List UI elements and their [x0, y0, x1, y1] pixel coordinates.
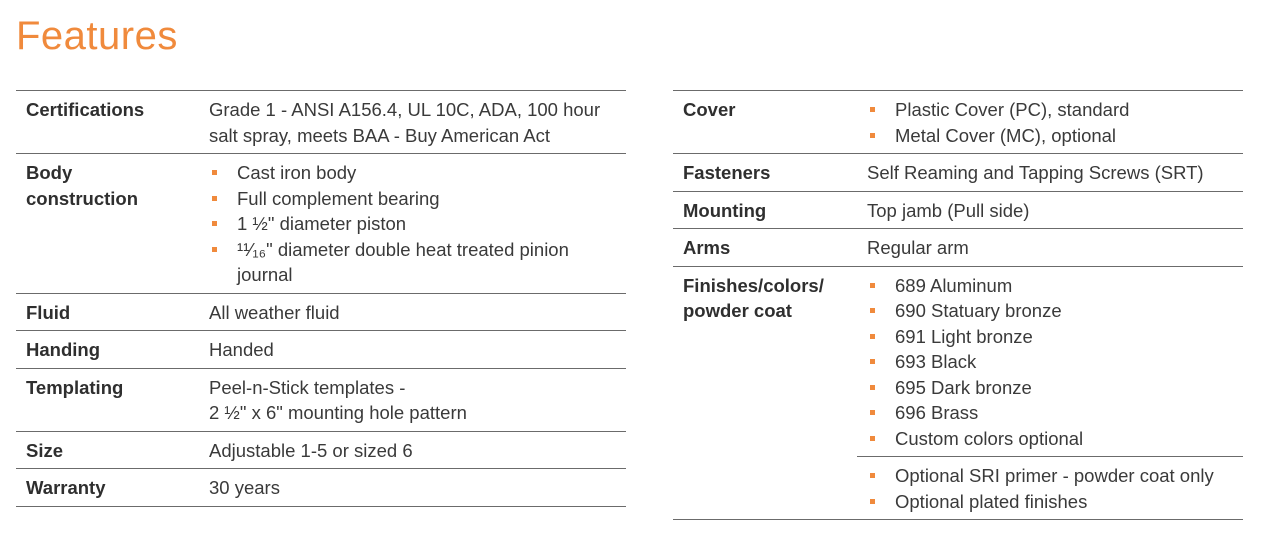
- list-item: Cast iron body: [209, 160, 626, 186]
- table-row: [673, 266, 1243, 457]
- list-item: 696 Brass: [867, 400, 1243, 426]
- row-label-size: Size: [16, 431, 199, 469]
- bullet-list: [209, 160, 626, 288]
- row-value-cover: [857, 91, 1243, 154]
- list-item: 691 Light bronze: [867, 324, 1243, 350]
- row-label-templating: Templating: [16, 368, 199, 431]
- value-line: salt spray, meets BAA - Buy American Act: [209, 124, 551, 146]
- table-row: [16, 368, 626, 431]
- row-value-body-construction: [199, 154, 626, 294]
- row-value-templating: [199, 368, 626, 431]
- list-item: Plastic Cover (PC), standard: [867, 97, 1243, 123]
- label-line: construction: [26, 187, 139, 209]
- row-value-certifications: [199, 91, 626, 154]
- table-row: [673, 91, 1243, 154]
- table-row: [673, 154, 1243, 192]
- list-item: Optional plated finishes: [867, 489, 1243, 515]
- row-label-cover: Cover: [673, 91, 857, 154]
- list-item: 693 Black: [867, 349, 1243, 375]
- table-row: [16, 154, 626, 294]
- bullet-list: [867, 463, 1243, 514]
- value-line: Peel-n-Stick templates -: [209, 376, 406, 398]
- features-table-right: [673, 90, 1243, 520]
- list-item: ¹¹⁄₁₆" diameter double heat treated pinion journal: [209, 237, 626, 288]
- list-item: Custom colors optional: [867, 426, 1243, 452]
- table-row: [16, 91, 626, 154]
- row-label-certifications: Certifications: [16, 91, 199, 154]
- row-value-finishes: [857, 266, 1243, 457]
- row-label-arms: Arms: [673, 229, 857, 267]
- row-value-finish-options: [857, 457, 1243, 520]
- label-line: Finishes/colors/: [683, 274, 824, 296]
- row-label-fasteners: Fasteners: [673, 154, 857, 192]
- row-value-mounting: Top jamb (Pull side): [857, 191, 1243, 229]
- bullet-list: [867, 97, 1243, 148]
- row-label-handing: Handing: [16, 331, 199, 369]
- table-row: [16, 469, 626, 507]
- row-value-size: Adjustable 1-5 or sized 6: [199, 431, 626, 469]
- row-label-mounting: Mounting: [673, 191, 857, 229]
- value-line: Grade 1 - ANSI A156.4, UL 10C, ADA, 100 hour: [209, 99, 601, 120]
- value-line: 2 ½" x 6" mounting hole pattern: [209, 402, 467, 423]
- table-row: [16, 431, 626, 469]
- list-item: Metal Cover (MC), optional: [867, 123, 1243, 149]
- list-item: Full complement bearing: [209, 186, 626, 212]
- list-item: 690 Statuary bronze: [867, 298, 1243, 324]
- list-item: 689 Aluminum: [867, 273, 1243, 299]
- features-table-left: [16, 90, 626, 507]
- bullet-list: [867, 273, 1243, 452]
- row-label-warranty: Warranty: [16, 469, 199, 507]
- list-item: 1 ½" diameter piston: [209, 211, 626, 237]
- row-label-fluid: Fluid: [16, 293, 199, 331]
- row-value-handing: Handed: [199, 331, 626, 369]
- label-line: powder coat: [683, 300, 792, 321]
- label-line: Body: [26, 162, 73, 183]
- row-label-finishes: [673, 266, 857, 520]
- row-value-warranty: 30 years: [199, 469, 626, 507]
- page-title: Features: [16, 14, 178, 58]
- row-label-body-construction: [16, 154, 199, 294]
- table-row: [673, 229, 1243, 267]
- row-value-arms: Regular arm: [857, 229, 1243, 267]
- list-item: 695 Dark bronze: [867, 375, 1243, 401]
- table-row: [16, 293, 626, 331]
- row-value-fasteners: Self Reaming and Tapping Screws (SRT): [857, 154, 1243, 192]
- list-item: Optional SRI primer - powder coat only: [867, 463, 1243, 489]
- table-row: [16, 331, 626, 369]
- table-row: [673, 191, 1243, 229]
- row-value-fluid: All weather fluid: [199, 293, 626, 331]
